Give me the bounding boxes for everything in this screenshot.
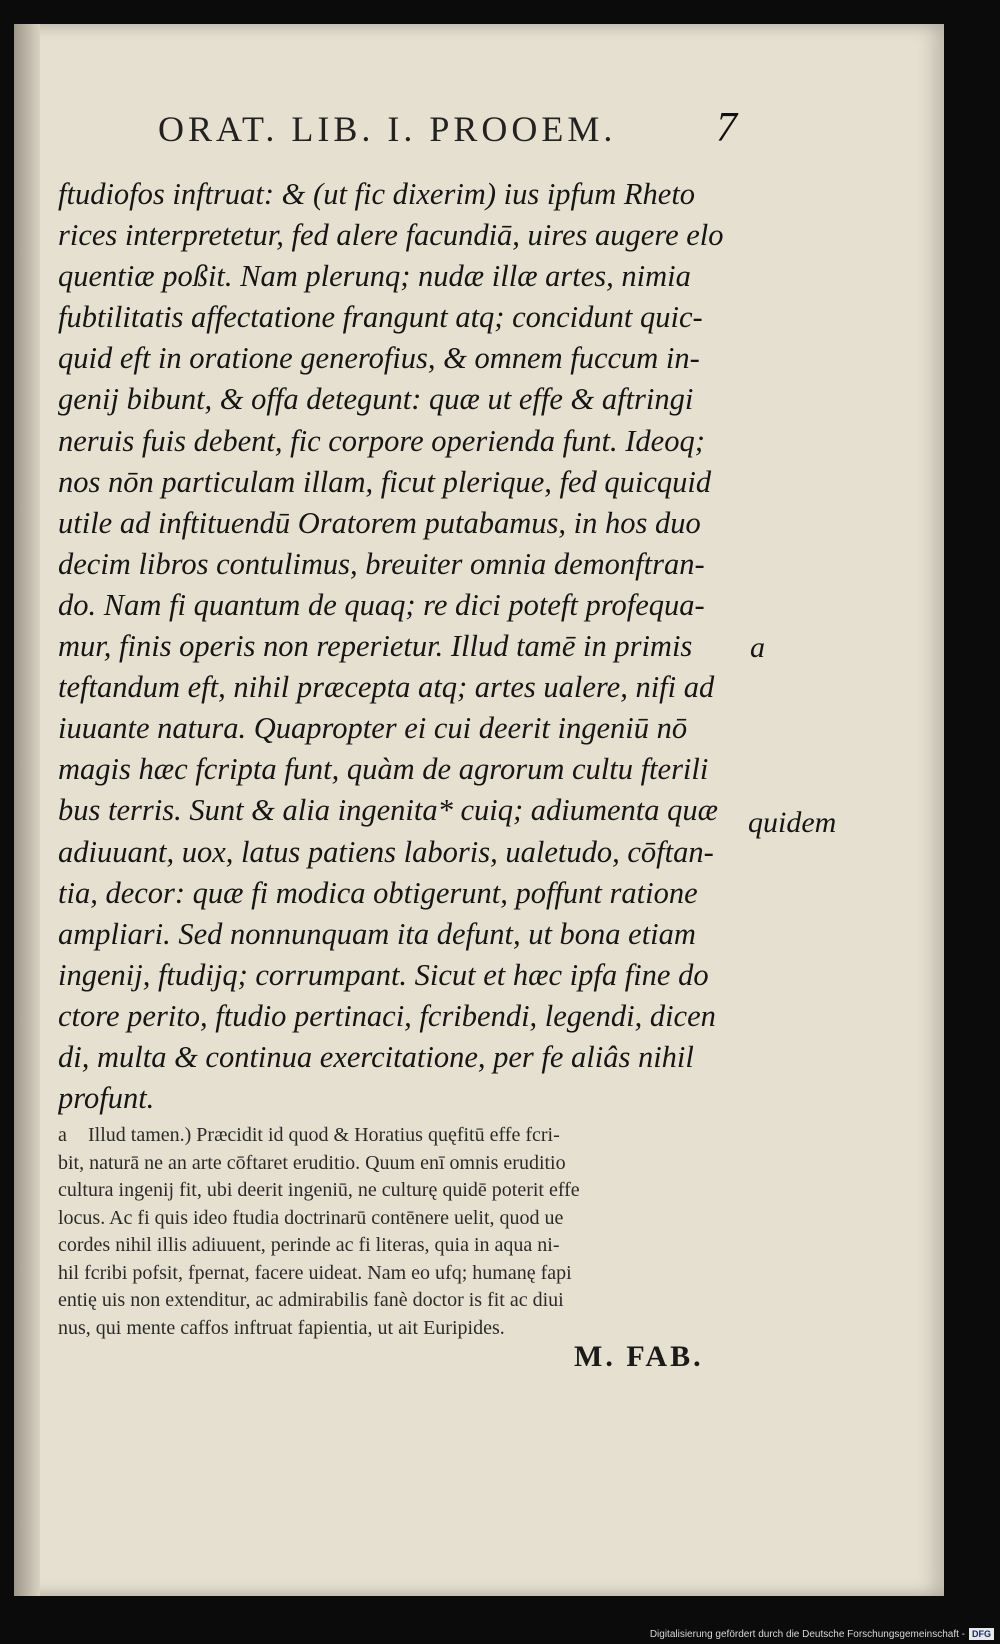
text-line: genij bibunt, & offa detegunt: quæ ut effe & aftringi bbox=[58, 382, 694, 417]
text-line: magis hæc fcripta funt, quàm de agrorum cultu fterili bbox=[58, 752, 709, 787]
annotation-line: cordes nihil illis adiuuent, perinde ac fi literas, quia in aqua ni- bbox=[58, 1234, 560, 1256]
text-line: adiuuant, uox, latus patiens laboris, ualetudo, cōftan- bbox=[58, 834, 714, 869]
running-header bbox=[158, 105, 768, 158]
text-line: decim libros contulimus, breuiter omnia demonftran- bbox=[58, 546, 705, 581]
text-line: ingenij, ftudijq; corrumpant. Sicut et hæc ipfa fine do bbox=[58, 957, 709, 992]
text-line: fubtilitatis affectatione frangunt atq; concidunt quic- bbox=[58, 300, 703, 335]
text-line: quentiæ poßit. Nam plerunq; nudæ illæ artes, nimia bbox=[58, 259, 691, 294]
annotation-line bbox=[58, 1122, 748, 1150]
book-page bbox=[14, 24, 944, 1596]
annotation-line: nus, qui mente caffos inftruat fapientia, ut ait Euripides. bbox=[58, 1316, 505, 1339]
page-gutter-shadow bbox=[14, 24, 40, 1596]
text-line: rices interpretetur, fed alere facundiā, uires augere elo bbox=[58, 218, 724, 253]
annotation-key: a bbox=[58, 1124, 67, 1146]
text-line: ctore perito, ftudio pertinaci, fcribendi, legendi, dicen bbox=[58, 998, 716, 1033]
text-line: ftudiofos inftruat: & (ut fic dixerim) ius ipfum Rheto bbox=[58, 177, 696, 211]
text-line: quid eft in oratione generofius, & omnem fuccum in- bbox=[58, 341, 700, 376]
annotation-line: entię uis non extenditur, ac admirabilis fanè doctor is fit ac diui bbox=[58, 1289, 564, 1311]
catchword: M. FAB. bbox=[574, 1340, 704, 1373]
margin-note-quidem: quidem bbox=[748, 806, 837, 839]
running-title: ORAT. LIB. I. PROOEM. bbox=[158, 109, 617, 149]
annotation-block bbox=[58, 1122, 748, 1342]
text-line: nos nōn particulam illam, ficut plerique, fed quicquid bbox=[58, 464, 712, 499]
page-number: 7 bbox=[716, 105, 737, 151]
text-line: neruis fuis debent, fic corpore operienda funt. Ideoq; bbox=[58, 423, 705, 458]
text-line: mur, finis operis non reperietur. Illud tamē in primis bbox=[58, 629, 693, 664]
text-line: teftandum eft, nihil præcepta atq; artes ualere, nifi ad bbox=[58, 670, 715, 705]
digitization-footer bbox=[650, 1626, 994, 1642]
annotation-line: bit, naturā ne an arte cōftaret eruditio. Quum enī omnis eruditio bbox=[58, 1151, 566, 1174]
main-text-block bbox=[58, 174, 738, 1119]
text-line: ampliari. Sed nonnunquam ita defunt, ut bona etiam bbox=[58, 916, 696, 951]
text-line: utile ad inftituendū Oratorem putabamus, in hos duo bbox=[58, 505, 701, 540]
text-line: tia, decor: quæ fi modica obtigerunt, poffunt ratione bbox=[58, 875, 698, 910]
annotation-text: Illud tamen.) Præcidit id quod & Horatius quęfitū effe fcri- bbox=[88, 1124, 560, 1146]
text-line: do. Nam fi quantum de quaq; re dici poteft profequa- bbox=[58, 587, 705, 622]
margin-note-a: a bbox=[750, 631, 765, 664]
text-line: profunt. bbox=[58, 1081, 155, 1116]
text-line: iuuante natura. Quapropter ei cui deerit ingeniū nō bbox=[58, 711, 688, 746]
dfg-logo: DFG bbox=[969, 1628, 994, 1640]
text-line: bus terris. Sunt & alia ingenita* cuiq; adiumenta quæ bbox=[58, 793, 718, 828]
annotation-line: cultura ingenij fit, ubi deerit ingeniū, ne culturę quidē poterit effe bbox=[58, 1179, 580, 1201]
annotation-line: hil fcribi pofsit, fpernat, facere uideat. Nam eo ufq; humanę fapi bbox=[58, 1261, 572, 1284]
annotation-line: locus. Ac fi quis ideo ftudia doctrinarū contēnere uelit, quod ue bbox=[58, 1206, 564, 1229]
footer-credit: Digitalisierung gefördert durch die Deutsche Forschungsgemeinschaft - bbox=[649, 1628, 965, 1640]
text-line: di, multa & continua exercitatione, per fe aliâs nihil bbox=[58, 1039, 694, 1074]
